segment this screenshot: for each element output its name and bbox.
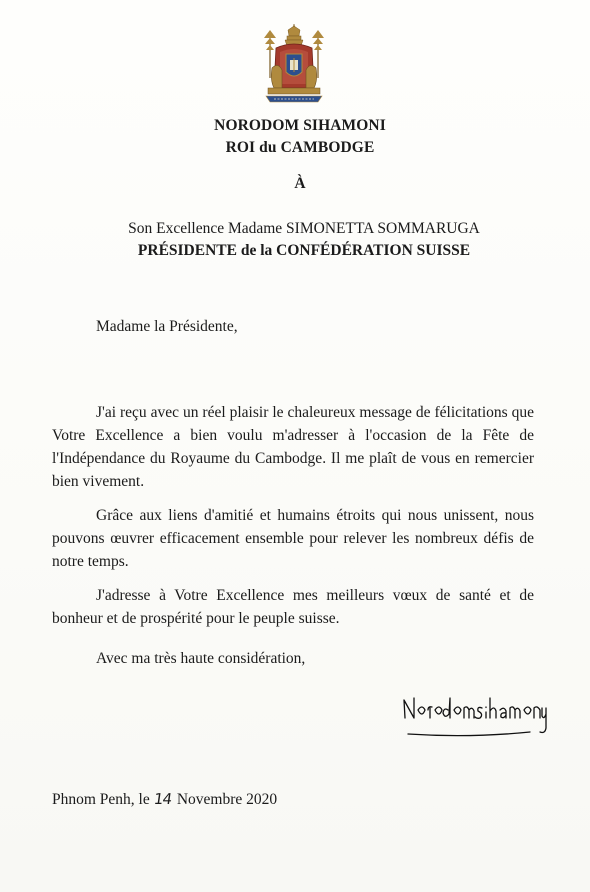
addressee-marker: À — [294, 175, 306, 192]
date-place: Phnom Penh, le — [52, 791, 150, 808]
body-paragraph: Grâce aux liens d'amitié et humains étroits qui nous unissent, nous pouvons œuvrer efficacement ensemble pour relever les nombreux défis de notre temps. — [52, 507, 534, 570]
date-day-handwritten: 14 — [152, 790, 173, 808]
handwritten-signature — [400, 688, 550, 748]
salutation: Madame la Présidente, — [96, 318, 238, 335]
date-month-year: Novembre 2020 — [176, 791, 278, 808]
recipient-title: PRÉSIDENTE de la CONFÉDÉRATION SUISSE — [137, 242, 471, 259]
recipient-name: Son Excellence Madame SIMONETTA SOMMARUGA — [128, 220, 480, 237]
sender-block — [0, 115, 590, 159]
royal-coat-of-arms-emblem — [258, 22, 330, 104]
closing-formula: Avec ma très haute considération, — [96, 650, 306, 667]
recipient-block — [0, 218, 590, 262]
place-and-date — [52, 790, 277, 809]
body-paragraph: J'adresse à Votre Excellence mes meilleurs vœux de santé et de bonheur et de prospérité pour le peuple suisse. — [52, 587, 534, 627]
sender-name: NORODOM SIHAMONI — [214, 117, 386, 134]
body-paragraph: J'ai reçu avec un réel plaisir le chaleureux message de félicitations que Votre Excellence a bien voulu m'adresser à l'occasion de la Fête de l'Indépendance du Royaume du Cambodge. Il me plaît de vous en remercier bien vivement. — [52, 404, 534, 490]
sender-title: ROI du CAMBODGE — [225, 139, 375, 156]
